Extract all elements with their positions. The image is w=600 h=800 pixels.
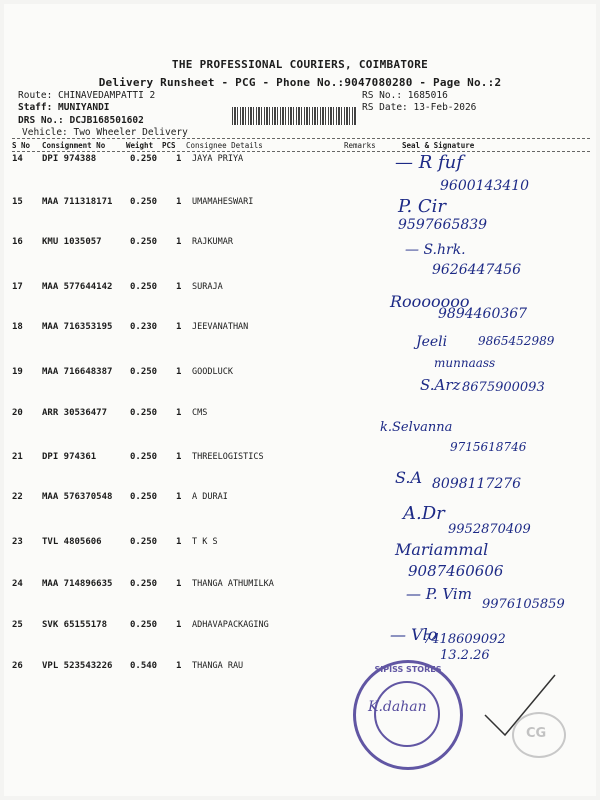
row-sno: 21 — [12, 452, 23, 462]
header-rule-top — [12, 138, 590, 139]
row-weight: 0.230 — [130, 322, 158, 332]
row-weight: 0.250 — [130, 282, 158, 292]
corner-stamp-text: CG — [526, 726, 547, 741]
signature-scribble: — R fuf — [395, 152, 463, 173]
seal-stamp — [353, 660, 463, 770]
row-weight: 0.250 — [130, 367, 158, 377]
row-consignee: UMAMAHESWARI — [192, 197, 254, 207]
row-consignee: RAJKUMAR — [192, 237, 233, 247]
row-consignment: TVL 4805606 — [42, 537, 102, 547]
row-sno: 17 — [12, 282, 23, 292]
signature-scribble: Rooooooo — [390, 292, 470, 311]
drs-label: DRS No.: DCJB168501602 — [18, 115, 144, 126]
row-weight: 0.250 — [130, 408, 158, 418]
row-sno: 22 — [12, 492, 23, 502]
row-weight: 0.250 — [130, 492, 158, 502]
runsheet-subtitle: Delivery Runsheet - PCG - Phone No.:9047080280 - Page No.:2 — [98, 76, 502, 89]
row-sno: 18 — [12, 322, 23, 332]
row-sno: 15 — [12, 197, 23, 207]
row-consignment: MAA 711318171 — [42, 197, 113, 207]
row-consignment: MAA 577644142 — [42, 282, 113, 292]
row-consignee: JAYA PRIYA — [192, 154, 244, 164]
corner-stamp — [512, 712, 566, 758]
signature-scribble: — S.hrk. — [405, 242, 466, 258]
row-consignment: MAA 716353195 — [42, 322, 113, 332]
row-consignee: THANGA RAU — [192, 661, 244, 671]
row-weight: 0.250 — [130, 579, 158, 589]
header-rule-bottom — [12, 151, 590, 152]
row-consignment: DPI 974388 — [42, 154, 97, 164]
row-consignee: GOODLUCK — [192, 367, 233, 377]
table-row — [12, 367, 592, 381]
signature-date: 13.2.26 — [440, 648, 490, 663]
table-row — [12, 197, 592, 211]
row-consignment: VPL 523543226 — [42, 661, 113, 671]
row-weight: 0.250 — [130, 197, 158, 207]
table-row — [12, 154, 592, 168]
signature-scribble: A.Dr — [403, 503, 445, 524]
signature-scribble: S.A — [395, 468, 423, 487]
signature-phone: 9894460367 — [438, 306, 528, 322]
signature-phone: 9597665839 — [398, 217, 488, 233]
row-pcs: 1 — [176, 197, 182, 207]
col-consignment: Consignment No — [42, 141, 106, 150]
signature-name: Mariammal — [395, 540, 489, 559]
table-row — [12, 452, 592, 466]
row-pcs: 1 — [176, 537, 182, 547]
row-pcs: 1 — [176, 367, 182, 377]
row-pcs: 1 — [176, 237, 182, 247]
company-title: THE PROFESSIONAL COURIERS, COIMBATORE — [171, 58, 429, 71]
signature-phone: 9087460606 — [408, 562, 504, 580]
row-weight: 0.540 — [130, 661, 158, 671]
row-sno: 23 — [12, 537, 23, 547]
row-consignee: THREELOGISTICS — [192, 452, 264, 462]
row-sno: 14 — [12, 154, 23, 164]
row-pcs: 1 — [176, 452, 182, 462]
row-consignee: A DURAI — [192, 492, 228, 502]
row-sno: 25 — [12, 620, 23, 630]
row-sno: 19 — [12, 367, 23, 377]
col-sno: S No — [12, 141, 31, 150]
row-pcs: 1 — [176, 408, 182, 418]
row-weight: 0.250 — [130, 620, 158, 630]
row-consignment: KMU 1035057 — [42, 237, 102, 247]
rs-no: RS No.: 1685016 — [362, 90, 448, 101]
row-weight: 0.250 — [130, 154, 158, 164]
row-weight: 0.250 — [130, 237, 158, 247]
signature-scribble: k.Selvanna — [380, 420, 453, 435]
signature-phone: 9865452989 — [478, 334, 555, 348]
rs-date: RS Date: 13-Feb-2026 — [362, 102, 477, 113]
row-consignee: SURAJA — [192, 282, 223, 292]
signature-phone: 9626447456 — [432, 262, 522, 278]
signature-phone: 9952870409 — [448, 522, 531, 537]
row-consignment: ARR 30536477 — [42, 408, 108, 418]
col-weight: Weight — [126, 141, 154, 150]
signature-phone: 7418609092 — [423, 632, 506, 647]
table-row — [12, 237, 592, 251]
table-row — [12, 408, 592, 422]
row-sno: 24 — [12, 579, 23, 589]
barcode — [232, 107, 357, 125]
row-consignment: SVK 65155178 — [42, 620, 108, 630]
col-remarks: Remarks — [344, 141, 376, 150]
col-consignee: Consignee Details — [186, 141, 263, 150]
row-consignee: CMS — [192, 408, 208, 418]
row-consignment: MAA 714896635 — [42, 579, 113, 589]
table-row — [12, 492, 592, 506]
signature-phone: 9600143410 — [440, 178, 530, 194]
row-sno: 20 — [12, 408, 23, 418]
row-consignee: ADHAVAPACKAGING — [192, 620, 269, 630]
row-consignment: DPI 974361 — [42, 452, 97, 462]
row-consignment: MAA 576370548 — [42, 492, 113, 502]
seal-text: SIPISS STORES — [374, 665, 442, 674]
signature-scribble: P. Cir — [398, 196, 447, 217]
table-row — [12, 282, 592, 296]
row-pcs: 1 — [176, 282, 182, 292]
row-pcs: 1 — [176, 322, 182, 332]
row-consignee: JEEVANATHAN — [192, 322, 249, 332]
table-row — [12, 579, 592, 593]
seal-signature: K.dahan — [368, 699, 427, 715]
table-row — [12, 537, 592, 551]
row-consignee: THANGA ATHUMILKA — [192, 579, 274, 589]
vehicle-label: Vehicle: Two Wheeler Delivery — [22, 127, 188, 138]
row-pcs: 1 — [176, 661, 182, 671]
row-sno: 16 — [12, 237, 23, 247]
row-pcs: 1 — [176, 579, 182, 589]
signature-scribble: — Vlo — [390, 625, 438, 644]
signature-scribble: Jeeli — [416, 334, 448, 350]
col-pcs: PCS — [162, 141, 176, 150]
signature-scribble: — P. Vim — [406, 585, 472, 603]
signature-phone: 8675900093 — [462, 380, 545, 395]
staff-label: Staff: MUNIYANDI — [18, 102, 110, 113]
row-weight: 0.250 — [130, 537, 158, 547]
signature-scribble: S.Arz — [420, 376, 461, 394]
signature-phone: 8098117276 — [432, 476, 522, 492]
row-consignment: MAA 716648387 — [42, 367, 113, 377]
route-label: Route: CHINAVEDAMPATTI 2 — [18, 90, 156, 101]
signature-scribble: munnaass — [434, 356, 496, 370]
row-pcs: 1 — [176, 154, 182, 164]
signature-phone: 9715618746 — [450, 440, 527, 454]
row-weight: 0.250 — [130, 452, 158, 462]
row-consignee: T K S — [192, 537, 218, 547]
row-pcs: 1 — [176, 620, 182, 630]
col-sign: Seal & Signature — [402, 141, 475, 150]
row-sno: 26 — [12, 661, 23, 671]
row-pcs: 1 — [176, 492, 182, 502]
signature-phone: 9976105859 — [482, 597, 565, 612]
